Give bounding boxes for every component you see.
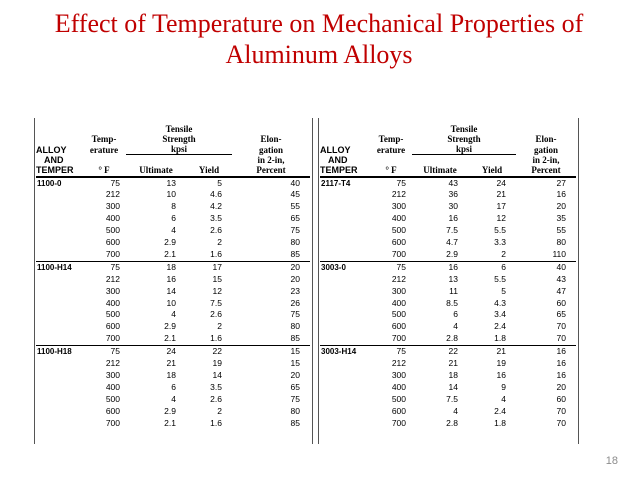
temperature-cell: 75 <box>370 346 412 358</box>
alloy-temper-cell <box>36 418 82 430</box>
alloy-temper-cell: 1100-H14 <box>36 261 82 273</box>
temperature-cell: 500 <box>391 225 406 236</box>
elon-label-2: gation <box>258 144 283 155</box>
temp-label-2: erature <box>89 144 119 155</box>
temperature-cell: 500 <box>391 393 406 404</box>
temp-unit-label: ° F <box>82 165 126 177</box>
table-row <box>320 298 576 310</box>
yield-strength-cell: 5 <box>217 177 222 188</box>
alloy-temper-cell <box>36 286 82 298</box>
elongation-cell: 40 <box>516 261 576 273</box>
ultimate-strength-cell: 13 <box>448 273 458 284</box>
alloy-temper-cell <box>320 274 370 286</box>
elongation-cell: 85 <box>290 333 300 344</box>
temperature-cell: 300 <box>391 285 406 296</box>
right-table-header <box>320 124 576 177</box>
temperature-cell: 700 <box>105 333 120 344</box>
table-row <box>36 406 310 418</box>
ultimate-strength-cell: 16 <box>166 273 176 284</box>
ultimate-strength-cell: 22 <box>412 346 468 358</box>
elongation-cell: 70 <box>556 405 566 416</box>
alloy-temper-cell <box>320 286 370 298</box>
yield-strength-cell: 1.6 <box>210 333 222 344</box>
yield-strength-cell: 5 <box>501 285 506 296</box>
temperature-cell: 600 <box>391 237 406 248</box>
temperature-cell: 400 <box>391 213 406 224</box>
yield-strength-cell: 21 <box>468 346 516 358</box>
elongation-cell: 16 <box>556 358 566 369</box>
alloy-temper-cell <box>36 333 82 345</box>
elongation-cell: 20 <box>232 261 310 273</box>
alloy-temper-cell <box>36 298 82 310</box>
temperature-cell: 700 <box>105 248 120 259</box>
elongation-cell: 26 <box>290 297 300 308</box>
elongation-cell: 70 <box>556 333 566 344</box>
yield-strength-cell: 2 <box>217 237 222 248</box>
ultimate-strength-cell: 24 <box>126 346 186 358</box>
table-row <box>320 213 576 225</box>
elongation-cell: 27 <box>556 177 566 188</box>
temperature-cell: 500 <box>105 309 120 320</box>
ultimate-strength-cell: 10 <box>166 189 176 200</box>
ultimate-strength-cell: 8 <box>171 201 176 212</box>
temperature-cell: 500 <box>105 393 120 404</box>
ultimate-strength-cell: 2.9 <box>446 248 458 259</box>
temp-label-2: erature <box>376 144 406 155</box>
alloy-temper-cell: 1100-H18 <box>36 346 82 358</box>
yield-strength-cell: 2.6 <box>210 309 222 320</box>
elongation-cell: 60 <box>556 393 566 404</box>
temperature-cell: 600 <box>105 321 120 332</box>
elongation-cell: 80 <box>556 237 566 248</box>
ultimate-strength-cell: 36 <box>448 189 458 200</box>
yield-strength-cell: 4.2 <box>210 201 222 212</box>
ultimate-strength-cell: 11 <box>449 285 458 296</box>
elongation-cell: 16 <box>556 370 566 380</box>
alloy-temper-cell <box>36 358 82 370</box>
temp-unit-label: ° F <box>370 165 412 177</box>
ultimate-strength-cell: 8.5 <box>446 297 458 308</box>
elongation-cell: 23 <box>290 285 300 296</box>
ultimate-strength-cell: 4 <box>453 321 458 332</box>
yield-strength-cell: 2.4 <box>494 321 506 332</box>
table-row <box>36 298 310 310</box>
temperature-cell: 300 <box>105 201 120 212</box>
yield-strength-cell: 17 <box>496 201 506 212</box>
temperature-cell: 400 <box>391 381 406 392</box>
alloy-temper-cell <box>320 225 370 237</box>
elongation-cell: 20 <box>290 273 300 284</box>
yield-strength-cell: 4.6 <box>210 189 222 200</box>
elon-label-1: Elon- <box>535 134 557 144</box>
elongation-cell: 55 <box>556 225 566 236</box>
table-row <box>36 189 310 201</box>
yield-strength-cell: 4.3 <box>494 297 506 308</box>
table-row <box>320 286 576 298</box>
temperature-cell: 212 <box>105 358 120 369</box>
elongation-cell: 15 <box>290 358 300 369</box>
left-table-header <box>36 124 310 177</box>
alloy-temper-cell <box>320 249 370 261</box>
alloy-temper-cell <box>320 201 370 213</box>
title-line-1: Effect of Temperature on Mechanical Properties of <box>54 9 584 38</box>
ultimate-strength-cell: 14 <box>166 285 176 296</box>
ultimate-strength-cell: 4 <box>171 393 176 404</box>
temperature-cell: 300 <box>105 370 120 380</box>
alloy-temper-cell <box>36 225 82 237</box>
elongation-cell: 60 <box>556 297 566 308</box>
alloy-temper-cell <box>320 370 370 382</box>
table-row <box>320 418 576 430</box>
elongation-cell: 80 <box>290 237 300 248</box>
alloy-temper-cell <box>320 382 370 394</box>
temperature-cell: 75 <box>396 177 406 188</box>
left-table-right-border <box>312 118 313 444</box>
ultimate-strength-cell: 18 <box>448 370 458 380</box>
ultimate-strength-cell: 18 <box>166 370 176 380</box>
ultimate-strength-cell: 7.5 <box>446 225 458 236</box>
ultimate-strength-cell: 2.1 <box>164 417 176 428</box>
elongation-cell: 43 <box>556 273 566 284</box>
yield-strength-cell: 3.4 <box>494 309 506 320</box>
yield-strength-cell: 2 <box>501 248 506 259</box>
elongation-cell: 47 <box>556 285 566 296</box>
yield-strength-cell: 4 <box>501 393 506 404</box>
table-row <box>320 261 576 273</box>
yield-strength-cell: 17 <box>186 261 232 273</box>
temperature-cell: 400 <box>391 297 406 308</box>
elongation-cell: 70 <box>556 321 566 332</box>
temperature-cell: 300 <box>391 201 406 212</box>
yield-strength-cell: 3.3 <box>494 237 506 248</box>
elongation-cell: 45 <box>290 189 300 200</box>
yield-strength-cell: 1.6 <box>210 417 222 428</box>
table-row <box>320 274 576 286</box>
yield-strength-cell: 14 <box>212 370 222 380</box>
yield-strength-cell: 1.8 <box>494 417 506 428</box>
ultimate-strength-cell: 6 <box>171 381 176 392</box>
yield-strength-cell: 2 <box>217 405 222 416</box>
yield-strength-cell: 19 <box>496 358 506 369</box>
yield-strength-cell: 6 <box>468 261 516 273</box>
ultimate-label: Ultimate <box>126 165 186 177</box>
temperature-cell: 500 <box>105 225 120 236</box>
yield-strength-cell: 15 <box>212 273 222 284</box>
left-properties-table <box>36 124 310 430</box>
elongation-cell: 70 <box>556 417 566 428</box>
strength-label: Strength <box>162 134 196 144</box>
temp-label-1: Temp- <box>91 134 117 144</box>
table-row <box>320 394 576 406</box>
elongation-cell: 75 <box>290 393 300 404</box>
tensile-label: Tensile <box>450 124 478 134</box>
temp-label-1: Temp- <box>378 134 404 144</box>
table-row <box>36 382 310 394</box>
temperature-cell: 212 <box>105 273 120 284</box>
table-row <box>320 201 576 213</box>
yield-strength-cell: 19 <box>212 358 222 369</box>
slide-number: 18 <box>605 455 618 467</box>
elongation-cell: 15 <box>232 346 310 358</box>
temperature-cell: 700 <box>391 333 406 344</box>
alloy-temper-cell: 3003-0 <box>320 261 370 273</box>
ultimate-strength-cell: 16 <box>412 261 468 273</box>
elon-label-4: Percent <box>516 165 576 177</box>
temperature-cell: 600 <box>105 405 120 416</box>
alloy-temper-cell: 1100-0 <box>37 178 62 188</box>
yield-strength-cell: 16 <box>496 370 506 380</box>
alloy-temper-cell <box>36 189 82 201</box>
elon-label-4: Percent <box>232 165 310 177</box>
table-row <box>320 370 576 382</box>
alloy-temper-cell <box>320 333 370 345</box>
ultimate-strength-cell: 21 <box>448 358 458 369</box>
alloy-label-3: TEMPER <box>320 165 370 177</box>
table-row <box>320 321 576 333</box>
table-row <box>320 177 576 190</box>
elon-label-3: in 2-in, <box>532 154 560 165</box>
alloy-temper-cell <box>36 406 82 418</box>
alloy-label-1: ALLOY <box>320 144 351 155</box>
alloy-temper-cell <box>320 298 370 310</box>
temperature-cell: 75 <box>110 177 120 188</box>
ultimate-strength-cell: 6 <box>453 309 458 320</box>
alloy-label-1: ALLOY <box>36 144 67 155</box>
alloy-temper-cell <box>36 213 82 225</box>
ultimate-strength-cell: 14 <box>448 381 458 392</box>
alloy-temper-cell <box>320 309 370 321</box>
temperature-cell: 700 <box>105 417 120 428</box>
alloy-temper-cell <box>36 370 82 382</box>
alloy-temper-cell: 2117-T4 <box>321 178 351 188</box>
temperature-cell: 400 <box>105 297 120 308</box>
alloy-temper-cell <box>320 358 370 370</box>
slide-title <box>0 8 638 70</box>
temperature-cell: 600 <box>391 321 406 332</box>
kpsi-label: kpsi <box>455 144 472 154</box>
temperature-cell: 75 <box>370 261 412 273</box>
ultimate-strength-cell: 4 <box>171 309 176 320</box>
yield-strength-cell: 12 <box>212 285 222 296</box>
alloy-temper-cell <box>320 321 370 333</box>
temperature-cell: 700 <box>391 248 406 259</box>
left-table-left-border <box>34 118 35 444</box>
alloy-temper-cell <box>36 321 82 333</box>
yield-strength-cell: 5.5 <box>494 225 506 236</box>
table-row <box>320 406 576 418</box>
alloy-temper-cell <box>320 418 370 430</box>
alloy-temper-cell <box>320 189 370 201</box>
ultimate-strength-cell: 16 <box>448 213 458 224</box>
table-row <box>36 213 310 225</box>
ultimate-strength-cell: 6 <box>171 213 176 224</box>
table-row <box>36 370 310 382</box>
right-table-right-border <box>578 118 579 444</box>
right-properties-table <box>320 124 576 430</box>
yield-strength-cell: 3.5 <box>210 213 222 224</box>
elongation-cell: 35 <box>556 213 566 224</box>
alloy-temper-cell <box>36 394 82 406</box>
table-row <box>36 177 310 190</box>
table-row <box>36 358 310 370</box>
yield-strength-cell: 2.6 <box>210 225 222 236</box>
kpsi-label: kpsi <box>170 144 187 154</box>
elongation-cell: 110 <box>552 248 566 259</box>
table-row <box>320 346 576 358</box>
table-row <box>320 249 576 261</box>
elongation-cell: 65 <box>290 213 300 224</box>
ultimate-strength-cell: 4 <box>171 225 176 236</box>
title-line-2: Aluminum Alloys <box>225 40 413 69</box>
table-row <box>320 237 576 249</box>
ultimate-strength-cell: 2.1 <box>164 333 176 344</box>
alloy-label-2: AND <box>328 154 348 165</box>
yield-strength-cell: 12 <box>496 213 506 224</box>
elongation-cell: 80 <box>290 321 300 332</box>
yield-strength-cell: 7.5 <box>210 297 222 308</box>
elongation-cell: 16 <box>516 346 576 358</box>
ultimate-strength-cell: 2.9 <box>164 321 176 332</box>
alloy-temper-cell <box>36 237 82 249</box>
alloy-temper-cell <box>36 274 82 286</box>
table-row <box>36 261 310 273</box>
table-row <box>320 225 576 237</box>
alloy-temper-cell <box>320 394 370 406</box>
table-row <box>320 189 576 201</box>
table-row <box>320 382 576 394</box>
table-row <box>36 418 310 430</box>
yield-strength-cell: 22 <box>186 346 232 358</box>
ultimate-strength-cell: 4.7 <box>446 237 458 248</box>
ultimate-strength-cell: 43 <box>448 177 458 188</box>
elon-label-2: gation <box>533 144 558 155</box>
ultimate-strength-cell: 4 <box>453 405 458 416</box>
temperature-cell: 300 <box>391 370 406 380</box>
alloy-temper-cell <box>320 406 370 418</box>
elongation-cell: 55 <box>290 201 300 212</box>
table-row <box>36 225 310 237</box>
table-row <box>36 237 310 249</box>
right-table-body <box>320 177 576 430</box>
temperature-cell: 212 <box>105 189 120 200</box>
table-row <box>36 249 310 261</box>
ultimate-strength-cell: 10 <box>166 297 176 308</box>
temperature-cell: 300 <box>105 285 120 296</box>
left-table-body <box>36 177 310 430</box>
alloy-temper-cell <box>320 213 370 225</box>
table-row <box>320 333 576 345</box>
temperature-cell: 75 <box>82 346 126 358</box>
table-row <box>36 321 310 333</box>
table-row <box>36 286 310 298</box>
temperature-cell: 212 <box>391 189 406 200</box>
yield-strength-cell: 9 <box>501 381 506 392</box>
elongation-cell: 16 <box>556 189 566 200</box>
table-row <box>320 358 576 370</box>
temperature-cell: 600 <box>105 237 120 248</box>
temperature-cell: 75 <box>82 261 126 273</box>
ultimate-strength-cell: 2.1 <box>164 248 176 259</box>
alloy-label-2: AND <box>44 154 64 165</box>
temperature-cell: 700 <box>391 417 406 428</box>
elongation-cell: 65 <box>556 309 566 320</box>
ultimate-label: Ultimate <box>412 165 468 177</box>
yield-strength-cell: 2.4 <box>494 405 506 416</box>
elongation-cell: 65 <box>290 381 300 392</box>
alloy-temper-cell <box>36 249 82 261</box>
yield-strength-cell: 2.6 <box>210 393 222 404</box>
table-row <box>36 346 310 358</box>
ultimate-strength-cell: 30 <box>448 201 458 212</box>
elongation-cell: 75 <box>290 309 300 320</box>
ultimate-strength-cell: 7.5 <box>446 393 458 404</box>
yield-label: Yield <box>468 165 516 177</box>
ultimate-strength-cell: 2.8 <box>446 333 458 344</box>
right-table-left-border <box>318 118 319 444</box>
temperature-cell: 400 <box>105 381 120 392</box>
elongation-cell: 75 <box>290 225 300 236</box>
table-row <box>36 201 310 213</box>
ultimate-strength-cell: 2.8 <box>446 417 458 428</box>
temperature-cell: 212 <box>391 273 406 284</box>
elongation-cell: 80 <box>290 405 300 416</box>
alloy-temper-cell <box>36 309 82 321</box>
yield-strength-cell: 5.5 <box>494 273 506 284</box>
ultimate-strength-cell: 2.9 <box>164 237 176 248</box>
ultimate-strength-cell: 21 <box>166 358 176 369</box>
temperature-cell: 600 <box>391 405 406 416</box>
table-row <box>36 309 310 321</box>
elon-label-1: Elon- <box>260 134 282 144</box>
yield-strength-cell: 3.5 <box>210 381 222 392</box>
elon-label-3: in 2-in, <box>257 154 285 165</box>
ultimate-strength-cell: 18 <box>126 261 186 273</box>
alloy-temper-cell <box>320 237 370 249</box>
temperature-cell: 400 <box>105 213 120 224</box>
ultimate-strength-cell: 2.9 <box>164 405 176 416</box>
elongation-cell: 20 <box>556 381 566 392</box>
yield-strength-cell: 2 <box>217 321 222 332</box>
table-row <box>36 333 310 345</box>
elongation-cell: 20 <box>290 370 300 380</box>
alloy-label-3: TEMPER <box>36 165 82 177</box>
elongation-cell: 85 <box>290 248 300 259</box>
alloy-temper-cell: 3003-H14 <box>320 346 370 358</box>
yield-strength-cell: 24 <box>496 177 506 188</box>
yield-label: Yield <box>186 165 232 177</box>
ultimate-strength-cell: 13 <box>166 177 176 188</box>
yield-strength-cell: 1.8 <box>494 333 506 344</box>
temperature-cell: 212 <box>391 358 406 369</box>
yield-strength-cell: 21 <box>496 189 506 200</box>
table-row <box>320 309 576 321</box>
table-row <box>36 394 310 406</box>
tensile-label: Tensile <box>165 124 193 134</box>
alloy-temper-cell <box>36 382 82 394</box>
elongation-cell: 20 <box>556 201 566 212</box>
elongation-cell: 85 <box>290 417 300 428</box>
yield-strength-cell: 1.6 <box>210 248 222 259</box>
elongation-cell: 40 <box>290 177 300 188</box>
strength-label: Strength <box>447 134 481 144</box>
table-row <box>36 274 310 286</box>
temperature-cell: 500 <box>391 309 406 320</box>
alloy-temper-cell <box>36 201 82 213</box>
